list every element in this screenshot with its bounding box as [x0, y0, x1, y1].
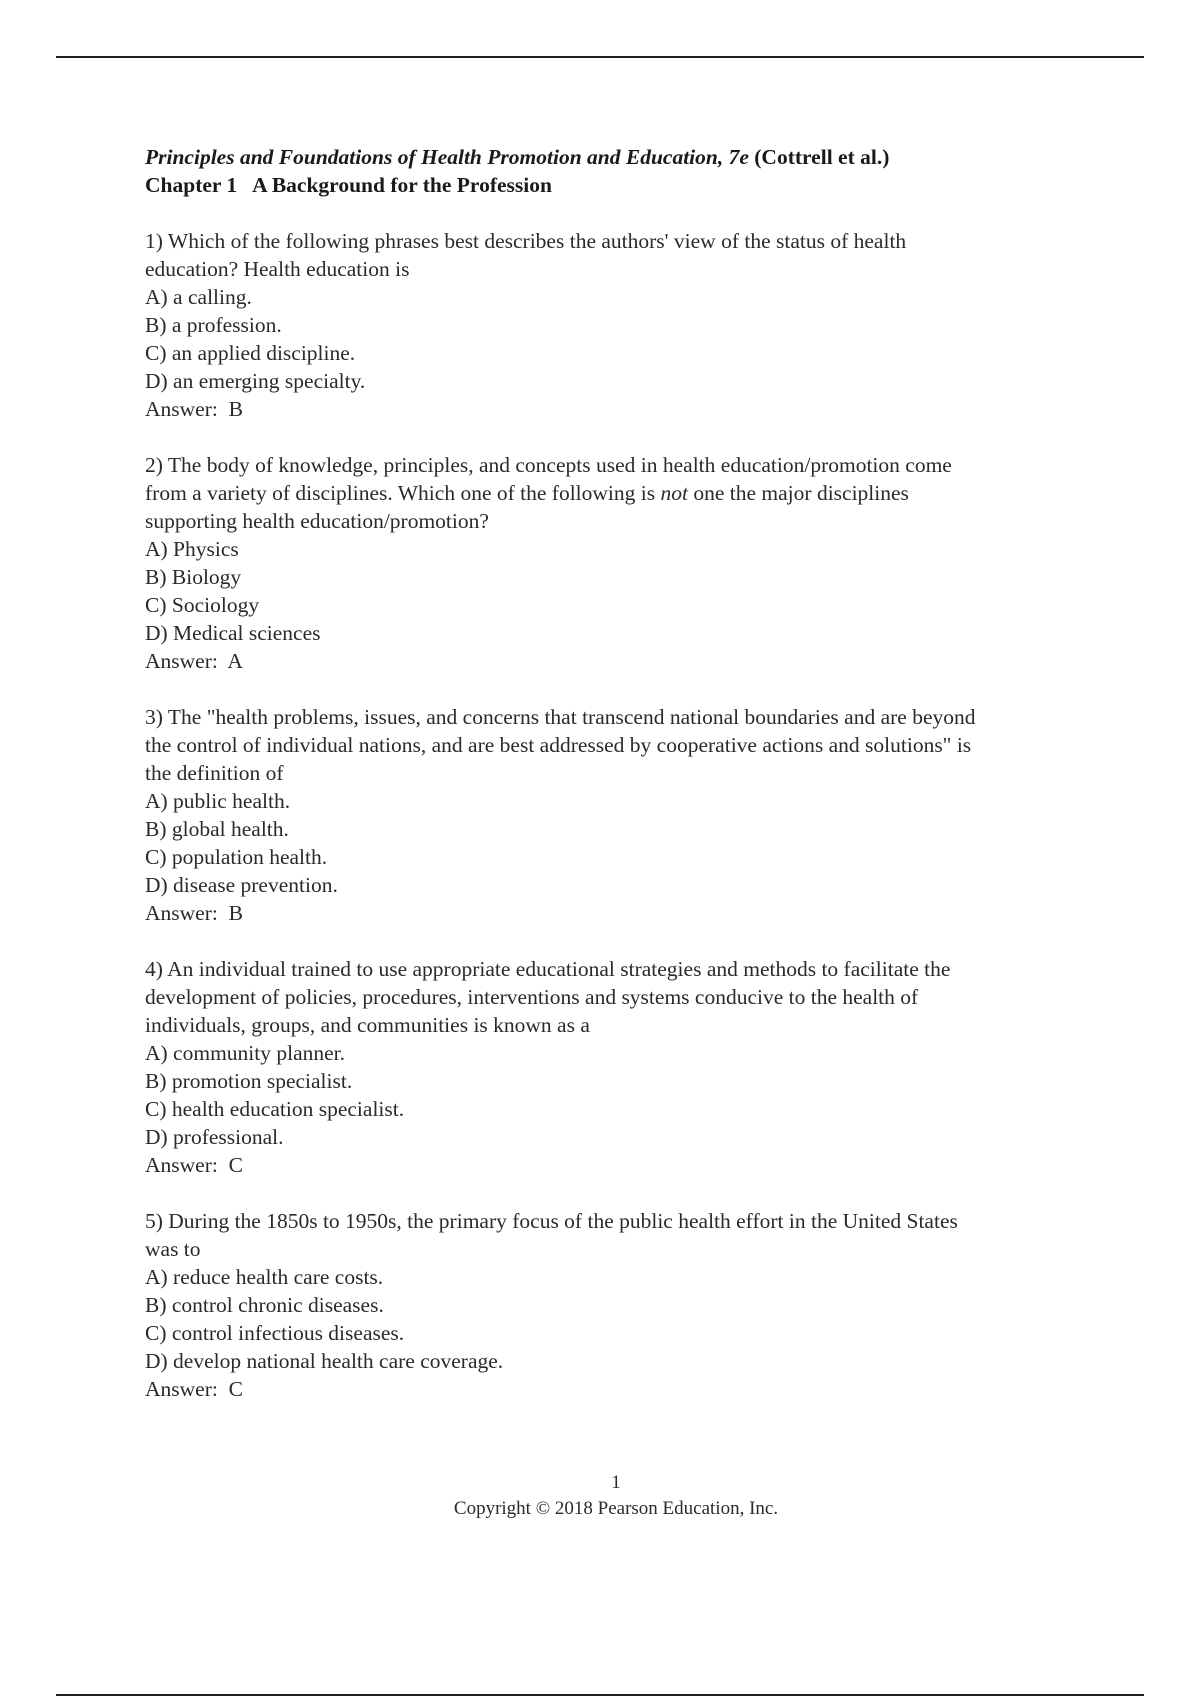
- question-stem: 5) During the 1850s to 1950s, the primary focus of the public health effort in the United States: [145, 1209, 958, 1233]
- question-stem: the definition of: [145, 761, 284, 785]
- answer-option: B) Biology: [145, 565, 242, 589]
- answer-key: Answer: A: [145, 649, 243, 673]
- answer-option: C) health education specialist.: [145, 1097, 405, 1121]
- page-number: 1: [611, 1472, 621, 1493]
- book-title: Principles and Foundations of Health Promotion and Education, 7e: [145, 145, 749, 169]
- answer-key: Answer: B: [145, 397, 243, 421]
- question-5: [145, 1207, 1105, 1403]
- question-stem-part: one the major disciplines: [687, 481, 909, 505]
- top-rule: [56, 56, 1144, 58]
- answer-option: C) population health.: [145, 845, 328, 869]
- answer-option: A) a calling.: [145, 285, 252, 309]
- question-stem: was to: [145, 1237, 201, 1261]
- question-3: [145, 703, 1105, 927]
- answer-option: C) control infectious diseases.: [145, 1321, 405, 1345]
- answer-key: Answer: B: [145, 901, 243, 925]
- question-stem: individuals, groups, and communities is known as a: [145, 1013, 590, 1037]
- answer-option: D) develop national health care coverage.: [145, 1349, 504, 1373]
- question-2: [145, 451, 1105, 675]
- answer-option: D) professional.: [145, 1125, 284, 1149]
- answer-option: A) public health.: [145, 789, 291, 813]
- question-stem-emphasis-line: [145, 479, 1105, 507]
- emphasis-text: not: [660, 481, 688, 505]
- question-stem: 4) An individual trained to use appropriate educational strategies and methods to facilitate the: [145, 957, 951, 981]
- answer-option: D) Medical sciences: [145, 621, 321, 645]
- answer-option: C) Sociology: [145, 593, 260, 617]
- question-stem: the control of individual nations, and are best addressed by cooperative actions and solutions" is: [145, 733, 972, 757]
- answer-option: A) Physics: [145, 537, 239, 561]
- answer-option: B) a profession.: [145, 313, 282, 337]
- answer-option: B) control chronic diseases.: [145, 1293, 384, 1317]
- answer-option: B) global health.: [145, 817, 289, 841]
- answer-option: B) promotion specialist.: [145, 1069, 353, 1093]
- bottom-rule: [56, 1694, 1144, 1696]
- question-stem: education? Health education is: [145, 257, 410, 281]
- page-content: [145, 143, 1105, 1403]
- answer-key: Answer: C: [145, 1153, 243, 1177]
- answer-option: C) an applied discipline.: [145, 341, 356, 365]
- copyright-notice: Copyright © 2018 Pearson Education, Inc.: [453, 1498, 779, 1519]
- question-stem: supporting health education/promotion?: [145, 509, 489, 533]
- book-title-line: [145, 143, 1105, 171]
- answer-option: A) community planner.: [145, 1041, 346, 1065]
- question-stem: 3) The "health problems, issues, and concerns that transcend national boundaries and are beyond: [145, 705, 976, 729]
- answer-option: D) an emerging specialty.: [145, 369, 366, 393]
- chapter-title: Chapter 1 A Background for the Profession: [145, 173, 552, 197]
- question-1: [145, 227, 1105, 423]
- book-authors: (Cottrell et al.): [748, 145, 890, 169]
- answer-key: Answer: C: [145, 1377, 243, 1401]
- answer-option: D) disease prevention.: [145, 873, 338, 897]
- question-stem: 2) The body of knowledge, principles, and concepts used in health education/promotion come: [145, 453, 952, 477]
- answer-option: A) reduce health care costs.: [145, 1265, 384, 1289]
- question-stem: 1) Which of the following phrases best describes the authors' view of the status of health: [145, 229, 907, 253]
- document-header: [145, 143, 1105, 199]
- question-stem-part: from a variety of disciplines. Which one of the following is: [145, 481, 661, 505]
- question-stem: development of policies, procedures, interventions and systems conducive to the health of: [145, 985, 919, 1009]
- question-4: [145, 955, 1105, 1179]
